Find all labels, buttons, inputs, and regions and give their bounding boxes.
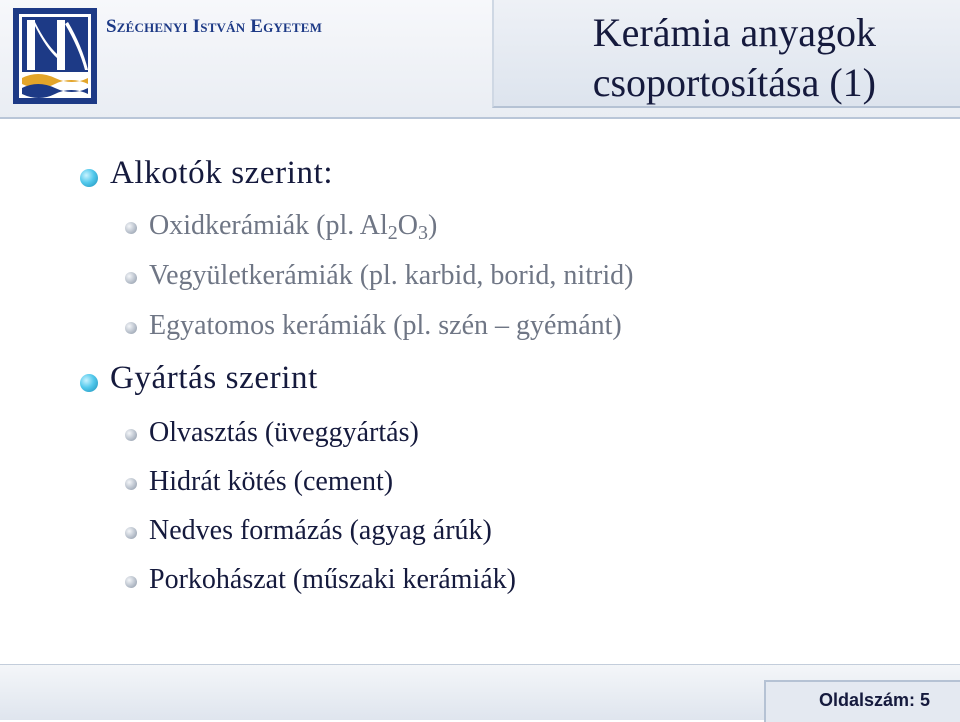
bullet-dot-icon — [125, 576, 137, 588]
slide-title-line1: Kerámia anyagok — [592, 10, 876, 55]
bullet-dot-icon — [125, 272, 137, 284]
bullet-dot-icon — [80, 374, 98, 392]
page-number: Oldalszám: 5 — [818, 690, 930, 710]
bullet-dot-icon — [80, 169, 98, 187]
university-name: Széchenyi István Egyetem — [106, 16, 323, 37]
bullet-dot-icon — [125, 478, 137, 490]
list-item: Nedves formázás (agyag árúk) — [149, 515, 492, 546]
list-item: Vegyületkerámiák (pl. karbid, borid, nitrid) — [149, 260, 634, 291]
footer-divider — [0, 664, 960, 665]
list-item: Hidrát kötés (cement) — [149, 466, 394, 497]
bullet-dot-icon — [125, 322, 137, 334]
bullet-dot-icon — [125, 222, 137, 234]
list-item: Egyatomos kerámiák (pl. szén – gyémánt) — [149, 310, 622, 341]
bullet-dot-icon — [125, 429, 137, 441]
section-heading: Alkotók szerint: — [110, 155, 334, 191]
slide-title-line2: csoportosítása (1) — [592, 60, 876, 105]
list-item: Olvasztás (üveggyártás) — [149, 417, 419, 448]
list-item: Porkohászat (műszaki kerámiák) — [149, 564, 516, 595]
bullet-dot-icon — [125, 527, 137, 539]
list-item: Oxidkerámiák (pl. $Al_2O_3$) — [149, 210, 438, 244]
section-heading: Gyártás szerint — [110, 360, 318, 396]
